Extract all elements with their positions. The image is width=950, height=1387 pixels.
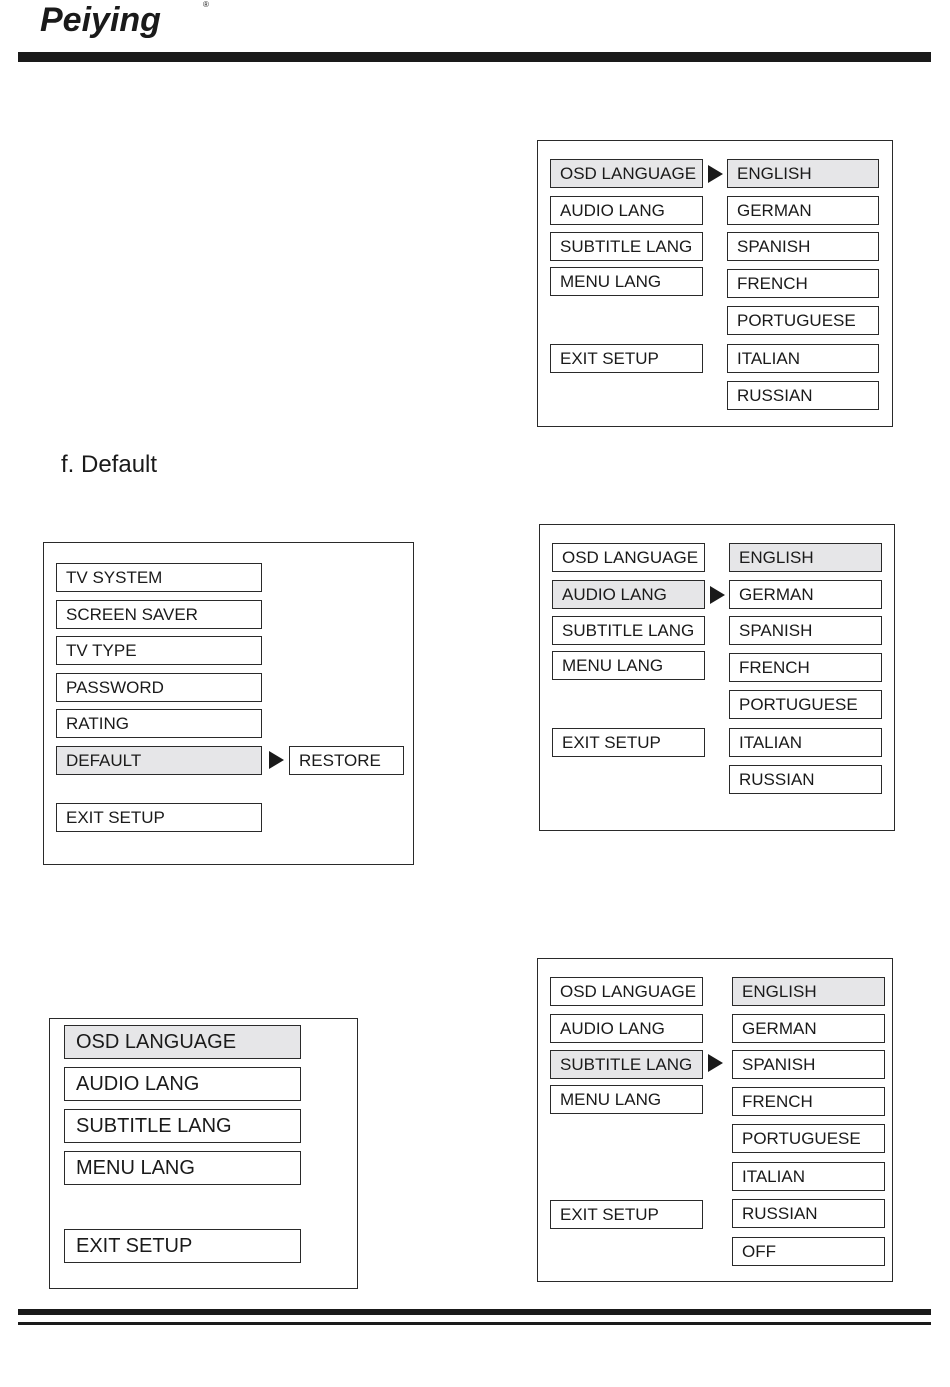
option-portuguese[interactable]: PORTUGUESE	[732, 1124, 885, 1153]
option-german[interactable]: GERMAN	[732, 1014, 885, 1043]
menu-osd-language[interactable]: OSD LANGUAGE	[550, 977, 703, 1006]
menu-osd-language[interactable]: OSD LANGUAGE	[550, 159, 703, 188]
menu-audio-lang[interactable]: AUDIO LANG	[64, 1067, 301, 1101]
option-off[interactable]: OFF	[732, 1237, 885, 1266]
menu-subtitle-lang[interactable]: SUBTITLE LANG	[550, 232, 703, 261]
menu-subtitle-lang[interactable]: SUBTITLE LANG	[550, 1050, 703, 1079]
menu-default[interactable]: DEFAULT	[56, 746, 262, 775]
osd-language-panel	[537, 140, 893, 427]
option-italian[interactable]: ITALIAN	[729, 728, 882, 757]
language-setup-panel	[49, 1018, 358, 1289]
subtitle-language-panel	[537, 958, 893, 1282]
option-german[interactable]: GERMAN	[729, 580, 882, 609]
menu-subtitle-lang[interactable]: SUBTITLE LANG	[552, 616, 705, 645]
option-restore[interactable]: RESTORE	[289, 746, 404, 775]
menu-subtitle-lang[interactable]: SUBTITLE LANG	[64, 1109, 301, 1143]
menu-menu-lang[interactable]: MENU LANG	[550, 267, 703, 296]
option-portuguese[interactable]: PORTUGUESE	[729, 690, 882, 719]
option-spanish[interactable]: SPANISH	[727, 232, 879, 261]
option-english[interactable]: ENGLISH	[727, 159, 879, 188]
menu-exit-setup[interactable]: EXIT SETUP	[64, 1229, 301, 1263]
menu-exit-setup[interactable]: EXIT SETUP	[56, 803, 262, 832]
menu-exit-setup[interactable]: EXIT SETUP	[550, 1200, 703, 1229]
menu-tv-system[interactable]: TV SYSTEM	[56, 563, 262, 592]
option-italian[interactable]: ITALIAN	[732, 1162, 885, 1191]
section-title: f. Default	[61, 451, 158, 478]
footer-rule	[18, 1309, 931, 1315]
selection-arrow-icon	[708, 165, 723, 183]
menu-menu-lang[interactable]: MENU LANG	[552, 651, 705, 680]
menu-audio-lang[interactable]: AUDIO LANG	[552, 580, 705, 609]
option-italian[interactable]: ITALIAN	[727, 344, 879, 373]
menu-osd-language[interactable]: OSD LANGUAGE	[64, 1025, 301, 1059]
option-french[interactable]: FRENCH	[732, 1087, 885, 1116]
menu-screen-saver[interactable]: SCREEN SAVER	[56, 600, 262, 629]
registered-mark: ®	[203, 0, 209, 9]
option-english[interactable]: ENGLISH	[729, 543, 882, 572]
footer-rule-thin	[18, 1322, 931, 1325]
option-portuguese[interactable]: PORTUGUESE	[727, 306, 879, 335]
brand-logo: Peiying	[40, 1, 161, 39]
menu-audio-lang[interactable]: AUDIO LANG	[550, 1014, 703, 1043]
option-spanish[interactable]: SPANISH	[732, 1050, 885, 1079]
option-french[interactable]: FRENCH	[727, 269, 879, 298]
menu-rating[interactable]: RATING	[56, 709, 262, 738]
menu-menu-lang[interactable]: MENU LANG	[550, 1085, 703, 1114]
option-german[interactable]: GERMAN	[727, 196, 879, 225]
menu-exit-setup[interactable]: EXIT SETUP	[550, 344, 703, 373]
menu-menu-lang[interactable]: MENU LANG	[64, 1151, 301, 1185]
default-panel	[43, 542, 414, 865]
selection-arrow-icon	[710, 586, 725, 604]
option-russian[interactable]: RUSSIAN	[729, 765, 882, 794]
option-english[interactable]: ENGLISH	[732, 977, 885, 1006]
option-russian[interactable]: RUSSIAN	[732, 1199, 885, 1228]
selection-arrow-icon	[708, 1054, 723, 1072]
option-spanish[interactable]: SPANISH	[729, 616, 882, 645]
option-russian[interactable]: RUSSIAN	[727, 381, 879, 410]
selection-arrow-icon	[269, 751, 284, 769]
menu-exit-setup[interactable]: EXIT SETUP	[552, 728, 705, 757]
menu-tv-type[interactable]: TV TYPE	[56, 636, 262, 665]
menu-audio-lang[interactable]: AUDIO LANG	[550, 196, 703, 225]
menu-password[interactable]: PASSWORD	[56, 673, 262, 702]
header-rule	[18, 52, 931, 62]
option-french[interactable]: FRENCH	[729, 653, 882, 682]
menu-osd-language[interactable]: OSD LANGUAGE	[552, 543, 705, 572]
audio-language-panel	[539, 524, 895, 831]
